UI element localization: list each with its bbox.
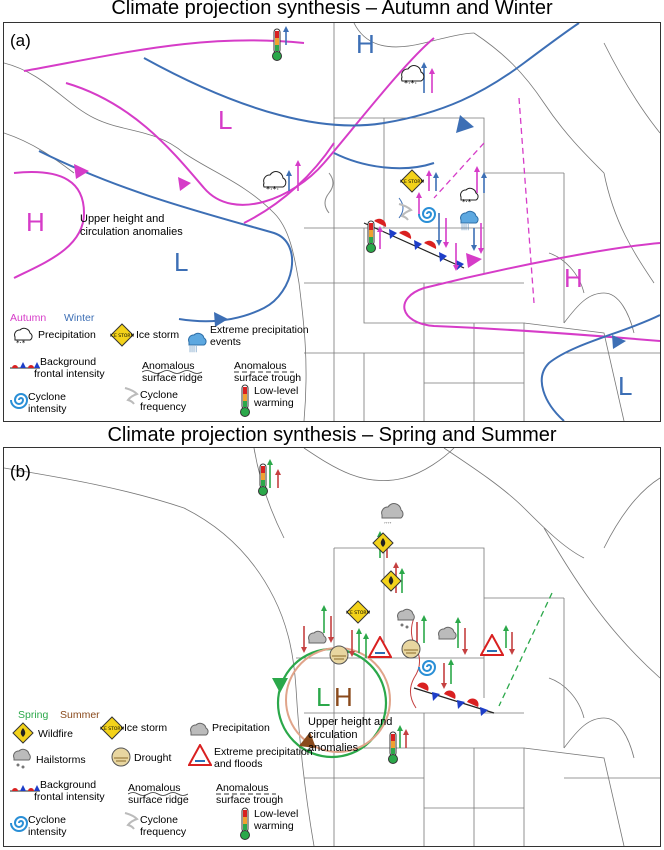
legend-precipitation: Precipitation — [212, 722, 270, 734]
precipitation-icon — [10, 325, 34, 347]
legend-trough-1: Anomalous — [234, 360, 287, 372]
pressure-high-autumn-left: H — [26, 207, 45, 237]
legend-warm-2: warming — [254, 397, 294, 409]
precipitation-icon — [258, 169, 288, 193]
legend-ridge-1: Anomalous — [142, 360, 195, 372]
precipitation-icon — [186, 720, 210, 740]
warming-icon — [270, 27, 284, 61]
legend-warm-1: Low-level — [254, 385, 299, 397]
legend-cyclone-2: intensity — [28, 826, 67, 838]
legend-trough-2: surface trough — [234, 372, 302, 384]
svg-text:*·*·: *·*· — [404, 79, 418, 87]
legend-ridge-1: Anomalous — [128, 782, 181, 794]
drought-icon — [110, 746, 132, 768]
pressure-low-autumn: L — [218, 105, 233, 135]
legend-cyclone-1: Cyclone — [28, 814, 66, 826]
ice-storm-icon — [346, 600, 370, 624]
svg-text:*·*: *·* — [462, 198, 472, 205]
legend-summer: Summer — [60, 709, 100, 721]
legend-cyclone-1: Cyclone — [28, 391, 66, 403]
legend-hailstorms: Hailstorms — [36, 754, 86, 766]
svg-text:ICE STORM: ICE STORM — [110, 334, 134, 339]
legend-warm-1: Low-level — [254, 808, 299, 820]
legend-freq-2: frequency — [140, 401, 187, 413]
hailstorm-icon — [10, 748, 32, 770]
drought-icon — [328, 644, 350, 666]
svg-text:*·*: *·* — [16, 339, 26, 347]
wildfire-icon — [12, 722, 34, 744]
precipitation-icon — [396, 63, 426, 87]
legend-cyclone-2: intensity — [28, 403, 67, 415]
legend-freq-1: Cyclone — [140, 389, 178, 401]
legend-wildfire: Wildfire — [38, 728, 74, 740]
pressure-low-spring: L — [316, 682, 331, 712]
panel-a-label: (a) — [10, 31, 31, 50]
extreme-precip-icon — [184, 329, 210, 355]
pressure-low-winter-left: L — [174, 247, 189, 277]
legend-frontal-2: frontal intensity — [34, 791, 105, 803]
ice-storm-icon — [110, 323, 134, 347]
svg-text:||||: |||| — [461, 224, 470, 231]
panel-b-map — [3, 447, 661, 847]
legend-autumn: Autumn — [10, 312, 47, 324]
panel-b-anomaly-text: Upper height and circulation anomalies — [308, 716, 393, 754]
svg-text:,,,,: ,,,, — [384, 518, 392, 524]
precipitation-icon — [304, 628, 328, 648]
extreme-precip-icon — [456, 207, 480, 231]
panel-a-title: Climate projection synthesis – Autumn and Winter — [111, 0, 553, 19]
svg-text:ICE STORM: ICE STORM — [100, 727, 124, 732]
svg-text:ICE STORM: ICE STORM — [346, 611, 370, 616]
wildfire-icon — [372, 532, 394, 554]
legend-frontal-2: frontal intensity — [34, 368, 105, 380]
warming-icon — [238, 806, 252, 840]
cyclone-icon — [418, 656, 440, 678]
cyclone-icon — [418, 203, 440, 225]
precipitation-icon — [456, 185, 480, 205]
svg-text:*·*·: *·*· — [266, 185, 280, 193]
legend-extreme-2: and floods — [214, 758, 263, 770]
svg-text:||||: |||| — [189, 346, 198, 353]
legend-precipitation: Precipitation — [38, 329, 96, 341]
warming-icon — [238, 383, 252, 417]
ice-storm-icon — [400, 169, 424, 193]
warming-icon — [386, 730, 400, 764]
pressure-high-winter: H — [356, 29, 375, 59]
legend-warm-2: warming — [254, 820, 294, 832]
warming-icon — [256, 462, 270, 496]
hailstorm-icon — [394, 608, 416, 630]
legend-spring: Spring — [18, 709, 49, 721]
legend-ridge-2: surface ridge — [142, 372, 203, 384]
legend-trough-2: surface trough — [216, 794, 284, 806]
legend-ice-storm: Ice storm — [124, 722, 168, 734]
ice-storm-icon — [100, 716, 124, 740]
wildfire-icon — [380, 570, 402, 592]
panel-b-label: (b) — [10, 462, 31, 481]
legend-frontal-1: Background — [40, 779, 97, 791]
pressure-high-autumn-right: H — [564, 263, 583, 293]
legend-freq-2: frequency — [140, 826, 187, 838]
panel-a-anomaly-text: Upper height and circulation anomalies — [80, 213, 183, 238]
legend-drought: Drought — [134, 752, 172, 764]
precipitation-icon — [434, 624, 458, 644]
cyclone-frequency-icon — [396, 201, 414, 221]
legend-extreme-precip: Extreme precipitation events — [210, 324, 309, 348]
legend-extreme-1: Extreme precipitation — [214, 746, 313, 758]
legend-frontal-1: Background — [40, 356, 97, 368]
legend-winter: Winter — [64, 312, 95, 324]
extreme-flood-icon — [368, 636, 392, 658]
legend-trough-1: Anomalous — [216, 782, 269, 794]
panel-a-map — [3, 22, 661, 422]
legend-ridge-2: surface ridge — [128, 794, 189, 806]
precipitation-icon — [376, 502, 406, 524]
cyclone-frequency-icon — [122, 810, 140, 832]
pressure-low-winter-right: L — [618, 371, 633, 401]
extreme-flood-icon — [480, 634, 504, 656]
pressure-high-summer: H — [334, 682, 353, 712]
warming-icon — [364, 219, 378, 253]
extreme-flood-icon — [188, 744, 212, 766]
panel-b-title: Climate projection synthesis – Spring and Summer — [107, 424, 557, 446]
cyclone-frequency-icon — [122, 385, 140, 407]
legend-ice-storm: Ice storm — [136, 329, 180, 341]
legend-freq-1: Cyclone — [140, 814, 178, 826]
svg-text:ICE STORM: ICE STORM — [400, 180, 424, 185]
